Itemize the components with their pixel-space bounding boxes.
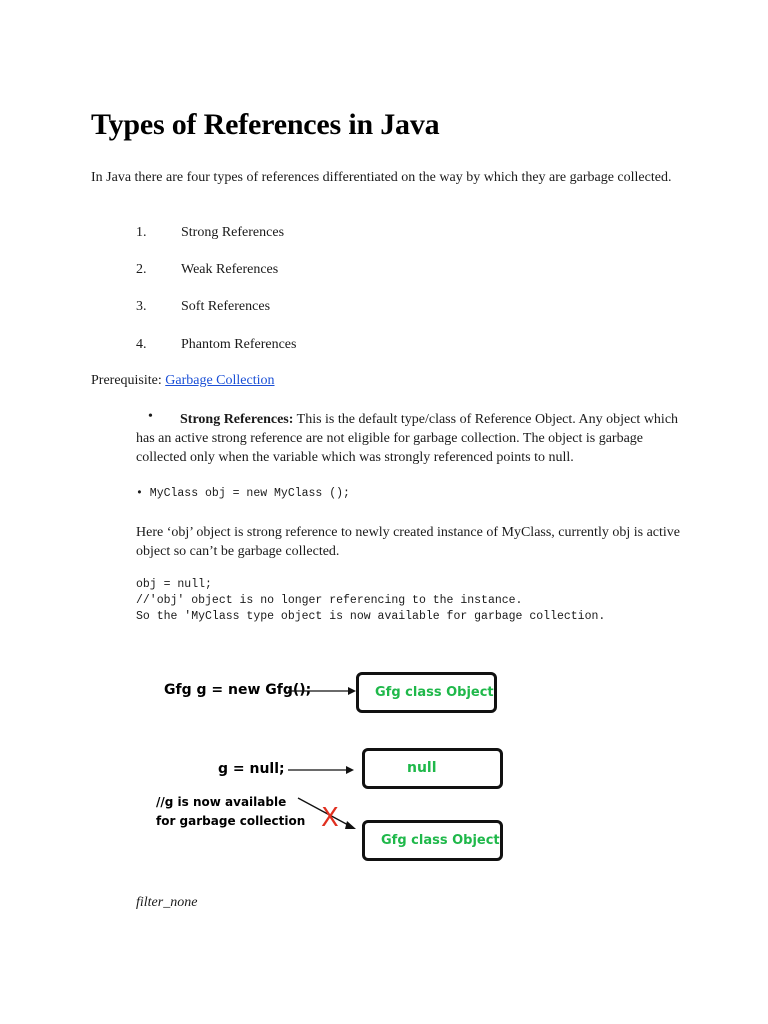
list-item-strong: Strong References — [181, 225, 285, 240]
list-number: 2. — [136, 262, 147, 277]
explanation-paragraph: Here ‘obj’ object is strong reference to newly created instance of MyClass, currently obj is active object so can’t be garbage collected. — [136, 525, 680, 559]
list-number: 3. — [136, 299, 147, 314]
arrow-icon — [286, 683, 358, 699]
code-line: • MyClass obj = new MyClass (); — [136, 487, 350, 500]
intro-paragraph: In Java there are four types of references differentiated on the way by which they are garbage collected. — [91, 170, 672, 185]
cross-mark-icon: X — [321, 803, 339, 833]
diagram-comment: //g is now available for garbage collection — [156, 795, 306, 828]
bullet-icon: • — [148, 409, 153, 424]
diagram-statement-new: Gfg g = new Gfg(); — [164, 682, 312, 698]
list-item-weak: Weak References — [181, 262, 279, 277]
list-number: 1. — [136, 225, 147, 240]
list-item-soft: Soft References — [181, 299, 271, 314]
garbage-collection-link[interactable]: Garbage Collection — [165, 373, 275, 388]
strong-references-text: This is the default type/class of Reference Object. Any object which has an active strong reference are not eligible for garbage collection. The object is garbage collected only when the variable which was strongly referenced points to null. — [136, 412, 679, 465]
filter-none-label[interactable]: filter_none — [136, 895, 198, 910]
null-box: null — [362, 748, 503, 789]
diagram-statement-null: g = null; — [218, 761, 285, 777]
page-title: Types of References in Java — [91, 108, 440, 141]
arrow-icon — [286, 762, 358, 778]
prerequisite-label: Prerequisite: — [91, 373, 162, 388]
gfg-object-box-collectable: Gfg class Object — [362, 820, 503, 861]
strong-references-heading: Strong References: — [180, 412, 294, 427]
gfg-object-box: Gfg class Object — [356, 672, 497, 713]
strong-references-paragraph — [136, 410, 696, 467]
list-number: 4. — [136, 337, 147, 352]
prerequisite-line — [91, 373, 275, 389]
code-block: obj = null; //'obj' object is no longer referencing to the instance. So the 'MyClass type object is now available for garbage collection. — [136, 578, 606, 623]
list-item-phantom: Phantom References — [181, 337, 297, 352]
